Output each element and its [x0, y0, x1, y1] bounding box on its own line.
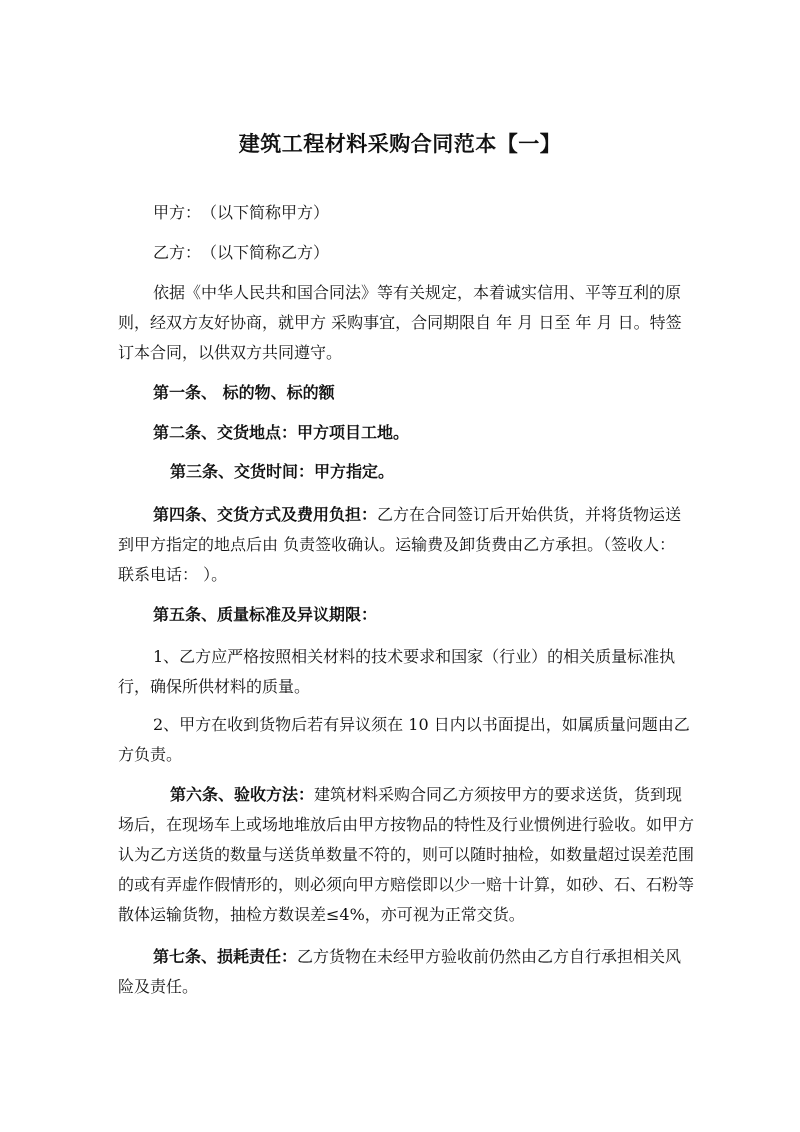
article-6-body: 建筑材料采购合同乙方须按甲方的要求送货，货到现场后，在现场车上或场地堆放后由甲方按物品的特性及行业惯例进行验收。如甲方认为乙方送货的数量与送货单数量不符的，则可以随时抽检，如数量超过误差范围的或有弄虚作假情形的，则必须向甲方赔偿即以少一赔十计算，如砂、石、石粉等散体运输货物，抽检方数误差≤4%，亦可视为正常交货。 — [118, 785, 695, 924]
article-6-paragraph — [118, 780, 696, 930]
article-4-heading: 第四条、交货方式及费用负担： — [153, 505, 378, 524]
article-3-heading: 第三条、交货时间：甲方指定。 — [170, 462, 395, 481]
article-1-heading: 第一条、 标的物、标的额 — [153, 383, 335, 402]
article-4-paragraph — [118, 500, 696, 590]
party-b-line: 乙方： （以下简称乙方） — [153, 243, 330, 262]
article-5-item-1: 1、乙方应严格按照相关材料的技术要求和国家（行业）的相关质量标准执行，确保所供材料的质量。 — [118, 647, 676, 696]
article-5-item-2: 2、甲方在收到货物后若有异议须在 10 日内以书面提出，如属质量问题由乙方负责。 — [118, 715, 690, 764]
party-a-line: 甲方： （以下简称甲方） — [153, 203, 330, 222]
preamble-paragraph: 依据《中华人民共和国合同法》等有关规定，本着诚实信用、平等互利的原则，经双方友好协商，就甲方 采购事宜，合同期限自 年 月 日至 年 月 日。特签订本合同，以供双方共同遵守。 — [118, 283, 682, 362]
article-7-heading: 第七条、损耗责任： — [153, 947, 298, 966]
article-4-body: 乙方在合同签订后开始供货，并将货物运送到甲方指定的地点后由 负责签收确认。运输费及卸货费由乙方承担。（签收人： 联系电话： ）。 — [118, 505, 682, 584]
document-title: 建筑工程材料采购合同范本【一】 — [238, 131, 562, 156]
article-6-heading: 第六条、验收方法： — [170, 785, 315, 804]
article-7-paragraph — [118, 942, 696, 1002]
article-7-body: 乙方货物在未经甲方验收前仍然由乙方自行承担相关风险及责任。 — [118, 947, 682, 996]
article-5-heading: 第五条、质量标准及异议期限： — [153, 605, 378, 624]
article-2-heading: 第二条、交货地点：甲方项目工地。 — [153, 423, 410, 442]
